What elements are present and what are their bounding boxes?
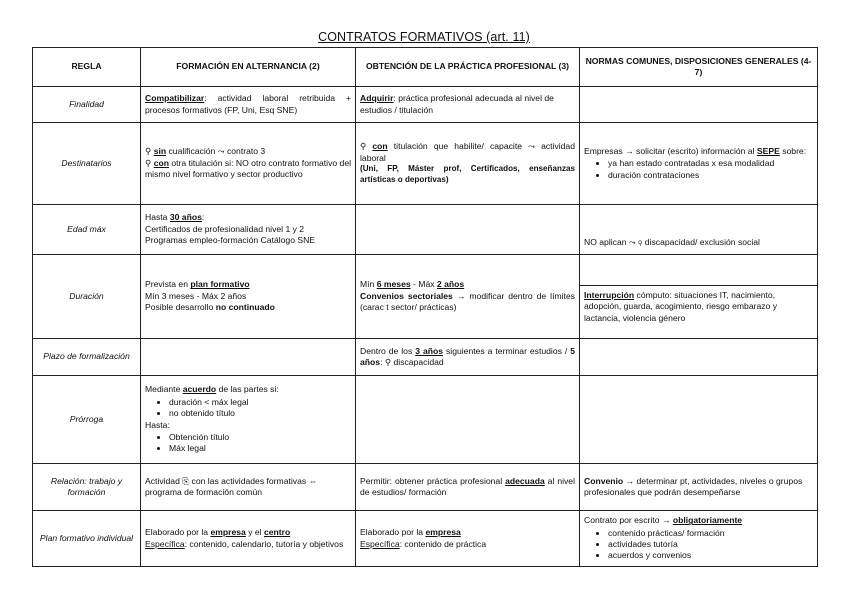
cell-text: siguientes a terminar estudios /: [443, 345, 571, 356]
row-label: Plazo de formalización: [33, 339, 141, 376]
cell-alternancia: [141, 87, 356, 123]
cell-text: cómputo: situaciones IT, nacimiento, adopción, guarda, acogimiento, riesgo embarazo y lactancia, violencia género: [584, 290, 777, 323]
cell-practica: [356, 376, 580, 464]
keyword: Interrupción: [584, 290, 635, 300]
cell-text: otra titulación si: NO otro contrato formativo del mismo nivel formativo y sector productivo: [145, 157, 352, 180]
list-item: • no obtenido título: [169, 408, 351, 419]
cell-text: Certificados de profesionalidad nivel 1 y 2: [145, 223, 305, 234]
keyword: con: [153, 157, 169, 168]
normas-interrupcion: [580, 286, 817, 328]
cell-alternancia: [141, 255, 356, 339]
keyword: con: [372, 141, 388, 152]
cell-text: Programas empleo-formación Catálogo SNE: [145, 235, 316, 246]
list-item: • duración < máx legal: [169, 397, 351, 408]
cell-text: al nivel de estudios/ formación: [360, 475, 575, 497]
keyword: Compatibilizar: [145, 93, 205, 104]
row-label: Plan formativo individual: [33, 511, 141, 567]
keyword: obligatoriamente: [672, 515, 743, 526]
row-label: Finalidad: [33, 87, 141, 123]
cell-text: Mín 3 meses - Máx 2 años: [145, 290, 247, 301]
row-label: Relación: trabajo y formación: [33, 464, 141, 511]
row-plazo: [33, 339, 818, 376]
keyword: sin: [153, 146, 167, 157]
keyword: empresa: [210, 527, 246, 538]
keyword: 6 meses: [376, 279, 411, 290]
keyword: Específica: [360, 538, 400, 549]
row-duracion: [33, 255, 818, 339]
cell-text: - Máx: [410, 279, 437, 290]
row-finalidad: [33, 87, 818, 123]
row-plan: [33, 511, 818, 567]
cell-text: : práctica profesional adecuada al nivel de estudios / titulación: [360, 93, 554, 115]
keyword: acuerdo: [182, 384, 217, 395]
cell-text: Mín: [360, 279, 377, 290]
bullet-list: [584, 158, 813, 181]
keyword: 5 años: [360, 345, 575, 367]
bullet-list: [145, 432, 351, 455]
cell-practica: [356, 123, 580, 205]
cell-alternancia: [141, 123, 356, 205]
cell-text: Posible desarrollo: [145, 302, 216, 313]
cell-alternancia: Actividad ⎘ con las actividades formativas ⇔ programa de formación común: [141, 464, 356, 511]
keyword: centro: [263, 527, 291, 538]
keyword: SEPE: [756, 145, 780, 156]
cell-text: Elaborado por la: [360, 527, 426, 538]
cell-normas: [580, 511, 818, 567]
cell-alternancia: [141, 339, 356, 376]
list-item: • Máx legal: [169, 443, 351, 454]
cell-text: : actividad laboral retribuida + procesos formativos (FP, Uni, Esq SNE): [145, 93, 351, 115]
cell-text: → modificar dentro de límites (carac t sector/ prácticas): [360, 290, 575, 313]
keyword: adecuada: [505, 475, 545, 486]
person-icon: ⚲: [360, 141, 367, 152]
cell-practica: [356, 339, 580, 376]
cell-normas: [580, 255, 818, 339]
cell-practica: [356, 255, 580, 339]
cell-alternancia: [141, 205, 356, 255]
cell-practica: [356, 87, 580, 123]
cell-practica: [356, 464, 580, 511]
cell-text: Hasta:: [145, 419, 170, 430]
header-alternancia: FORMACIÓN EN ALTERNANCIA (2): [141, 48, 356, 87]
cell-text: NO aplican ⤳ ⚲ discapacidad/ exclusión social: [584, 236, 760, 247]
keyword: Adquirir: [360, 93, 394, 104]
row-label: Edad máx: [33, 205, 141, 255]
cell-alternancia: [141, 376, 356, 464]
list-item: • actividades tutoría: [608, 539, 813, 550]
cell-text: : ⚲ discapacidad: [380, 357, 444, 367]
bullet-list: [584, 528, 813, 562]
cell-normas: [580, 339, 818, 376]
row-destinatarios: [33, 123, 818, 205]
cell-text: : contenido, calendario, tutoría y objetivos: [184, 538, 344, 549]
cell-practica: [356, 511, 580, 567]
cell-text: sobre:: [779, 145, 807, 156]
list-item: • contenido prácticas/ formación: [608, 528, 813, 539]
cell-text: Hasta: [145, 212, 170, 223]
cell-practica: [356, 205, 580, 255]
cell-text: Prevista en: [145, 279, 191, 290]
person-icon: ⚲: [145, 157, 152, 168]
person-icon: ⚲: [145, 146, 152, 157]
cell-text: titulación que habilite/ capacite ⤳ actividad laboral: [360, 141, 575, 163]
cell-text: Elaborado por la: [145, 527, 211, 538]
cell-text: Permitir: obtener práctica profesional: [360, 475, 506, 486]
cell-normas: [580, 123, 818, 205]
bullet-list: [145, 397, 351, 420]
list-item: • ya han estado contratadas x esa modalidad: [608, 158, 813, 169]
header-practica: OBTENCIÓN DE LA PRÁCTICA PROFESIONAL (3): [356, 48, 580, 87]
row-label: Duración: [33, 255, 141, 339]
contracts-table: [32, 47, 818, 567]
keyword: 2 años: [436, 279, 465, 290]
cell-text: Empresas → solicitar (escrito) información al: [584, 145, 757, 156]
keyword: Convenio: [584, 475, 624, 486]
keyword: Convenios sectoriales: [360, 290, 453, 301]
keyword: 30 años: [169, 212, 202, 223]
cell-alternancia: [141, 511, 356, 567]
cell-normas: [580, 464, 818, 511]
list-item: • acuerdos y convenios: [608, 550, 813, 561]
row-relacion: [33, 464, 818, 511]
cell-normas: [580, 205, 818, 255]
row-edad: [33, 205, 818, 255]
cell-text: de las partes si:: [216, 384, 279, 395]
cell-text: Dentro de los: [360, 345, 416, 356]
row-label: Destinatarios: [33, 123, 141, 205]
list-item: • Obtención título: [169, 432, 351, 443]
cell-text: Contrato por escrito →: [584, 515, 673, 526]
cell-text: Mediante: [145, 384, 183, 395]
cell-normas: [580, 376, 818, 464]
header-row: [33, 48, 818, 87]
list-item: • duración contrataciones: [608, 170, 813, 181]
cell-text: : contenido de práctica: [399, 538, 487, 549]
cell-text: → determinar pt, actividades, niveles o grupos profesionales que podrán desempeñarse: [584, 475, 803, 497]
row-label: Prórroga: [33, 376, 141, 464]
header-regla: REGLA: [33, 48, 141, 87]
cell-normas: [580, 87, 818, 123]
keyword: no continuado: [215, 302, 275, 313]
keyword: 3 años: [415, 345, 444, 356]
cell-text: cualificación ⤳ contrato 3: [166, 146, 266, 157]
cell-text: y el: [245, 527, 264, 538]
cell-note: (Uni, FP, Máster prof, Certificados, enseñanzas artísticas o deportivas): [360, 164, 575, 184]
normas-edad-continuation: [580, 255, 817, 286]
header-normas: NORMAS COMUNES, DISPOSICIONES GENERALES (4-7): [580, 48, 818, 87]
keyword: Específica: [145, 538, 185, 549]
page-title: CONTRATOS FORMATIVOS (art. 11): [318, 30, 530, 44]
cell-text: :: [201, 212, 205, 223]
keyword: plan formativo: [190, 279, 250, 290]
keyword: empresa: [425, 527, 461, 538]
row-prorroga: [33, 376, 818, 464]
